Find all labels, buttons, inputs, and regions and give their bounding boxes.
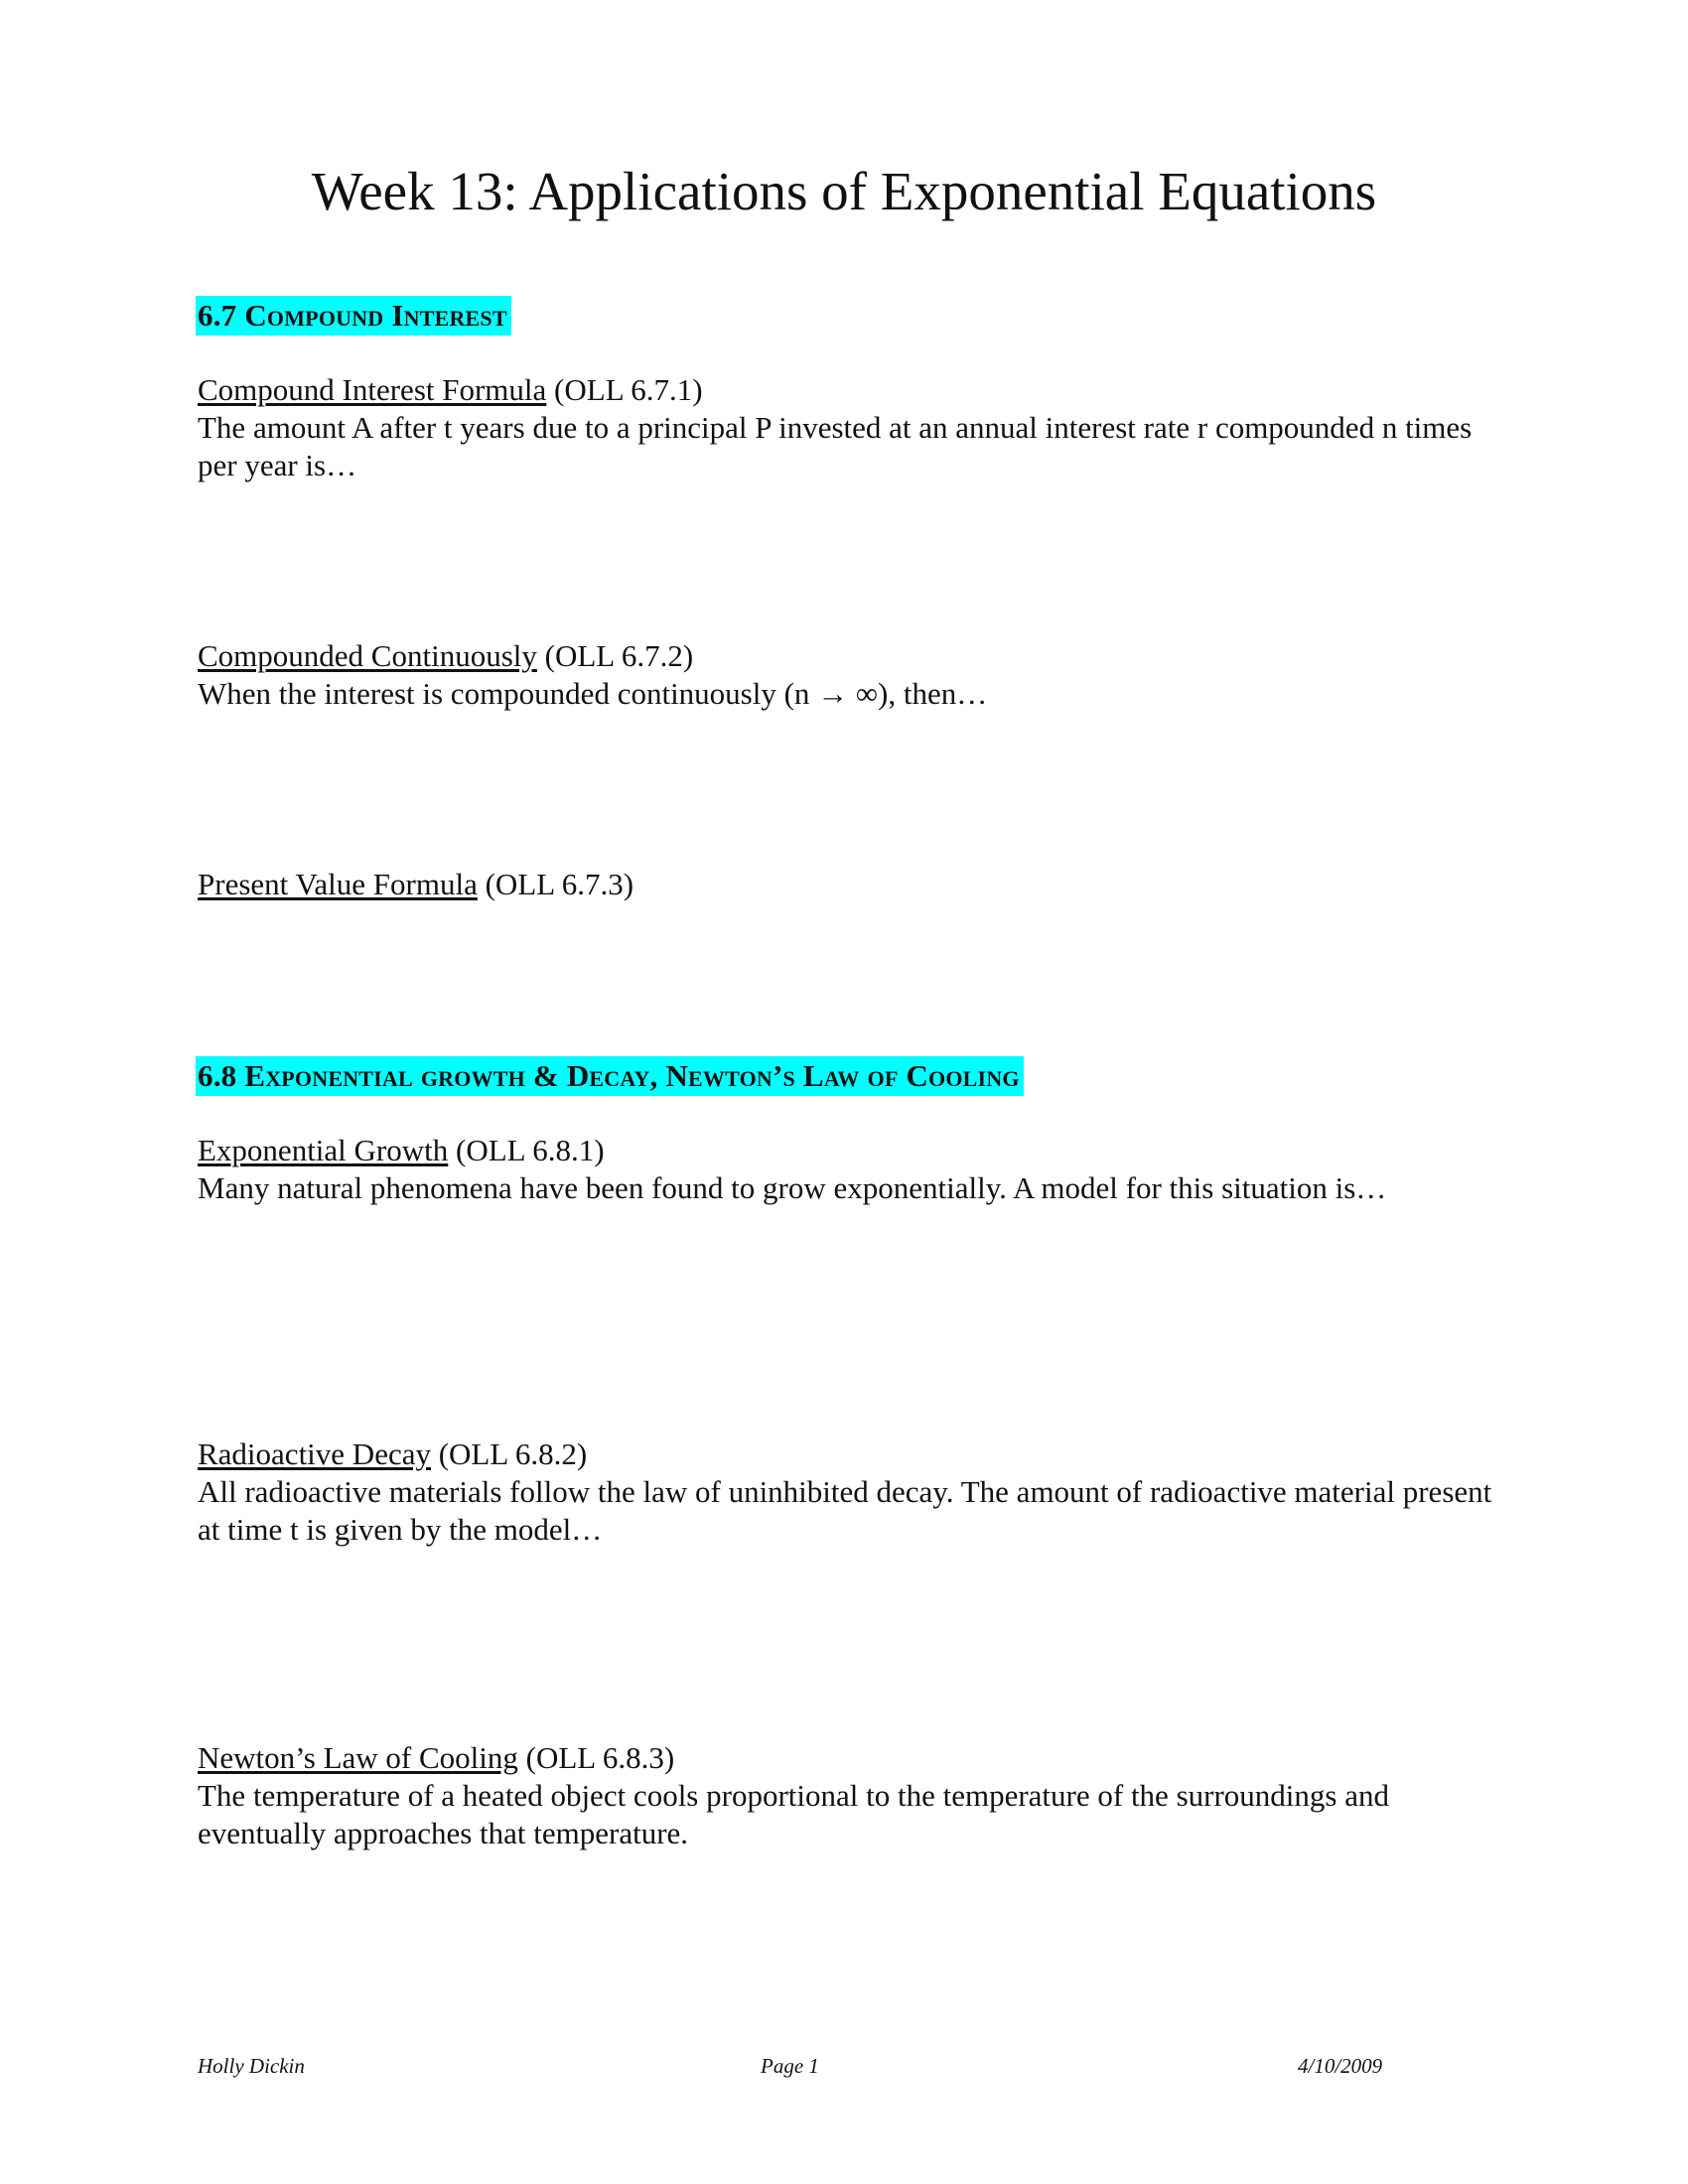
topic-description: All radioactive materials follow the law of uninhibited decay. The amount of radioactive material present at time t is given by the model… [198, 1474, 1492, 1547]
topic-description: Many natural phenomena have been found to grow exponentially. A model for this situation is… [198, 1170, 1387, 1205]
topic-ref: (OLL 6.7.3) [485, 867, 634, 901]
footer-date: 4/10/2009 [1298, 2054, 1383, 2078]
topic-name: Radioactive Decay [198, 1436, 431, 1471]
section-title: Compound Interest [244, 298, 507, 333]
topic-exponential-growth [198, 1132, 605, 1169]
section-title: Exponential growth & Decay, Newton’s Law of Cooling [244, 1058, 1020, 1093]
topic-name: Compounded Continuously [198, 638, 537, 673]
topic-compounded-continuously [198, 637, 693, 675]
topic-ref: (OLL 6.8.1) [456, 1133, 605, 1167]
section-heading-exponential-growth-decay [196, 1056, 1024, 1096]
page-title: Week 13: Applications of Exponential Equations [311, 161, 1377, 221]
topic-radioactive-decay [198, 1435, 587, 1473]
topic-ref: (OLL 6.7.2) [544, 638, 694, 673]
topic-present-value-formula [198, 866, 633, 903]
topic-description: The temperature of a heated object cools proportional to the temperature of the surroundings and eventually approaches that temperature. [198, 1778, 1389, 1850]
section-number: 6.7 [198, 298, 237, 333]
footer-page-number: Page 1 [761, 2054, 819, 2078]
footer-author: Holly Dickin [198, 2054, 305, 2078]
topic-description: When the interest is compounded continuously (n → ∞), then… [198, 676, 988, 711]
topic-description: The amount A after t years due to a principal P invested at an annual interest rate r compounded n times per year is… [198, 410, 1473, 482]
topic-name: Newton’s Law of Cooling [198, 1740, 518, 1775]
topic-name: Exponential Growth [198, 1133, 449, 1167]
topic-compound-interest-formula [198, 371, 703, 409]
topic-ref: (OLL 6.7.1) [554, 372, 703, 407]
topic-name: Present Value Formula [198, 867, 478, 901]
topic-ref: (OLL 6.8.2) [438, 1436, 588, 1471]
topic-name: Compound Interest Formula [198, 372, 547, 407]
topic-ref: (OLL 6.8.3) [525, 1740, 675, 1775]
section-heading-compound-interest [196, 296, 511, 336]
topic-newtons-law-of-cooling [198, 1739, 674, 1777]
section-number: 6.8 [198, 1058, 237, 1093]
